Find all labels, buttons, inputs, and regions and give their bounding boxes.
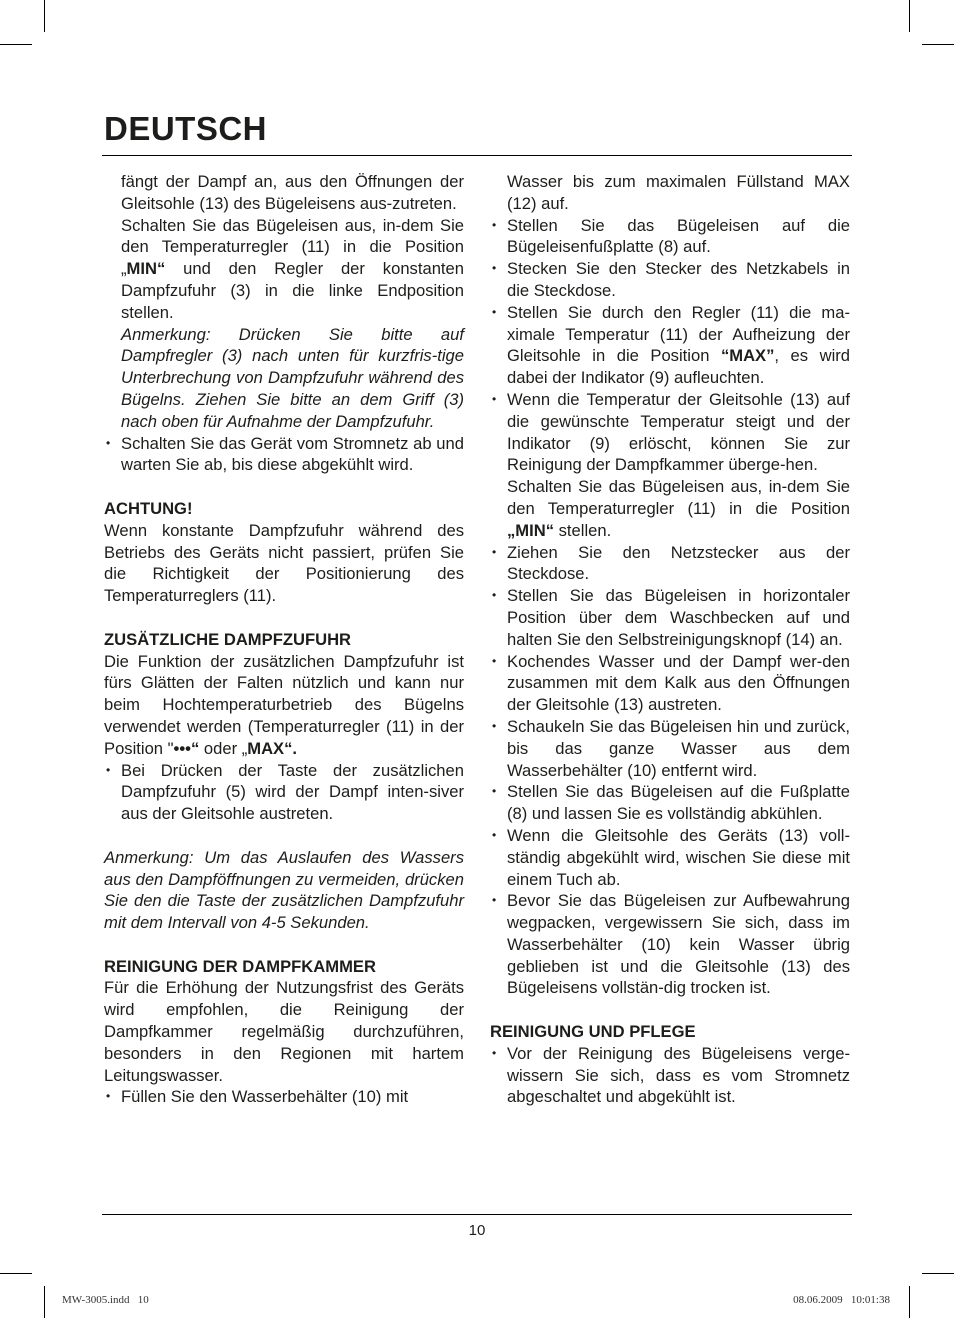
crop-mark: [909, 1286, 910, 1318]
list-item: • Füllen Sie den Wasserbehälter (10) mit: [104, 1086, 464, 1108]
list-item: [490, 389, 850, 542]
text: Wenn die Temperatur der Gleitsohle (13) auf die gewünschte Temperatur steigt und der Indikator (9) erlöscht, können Sie zur Reinigung der Dampfkammer überge-hen.: [507, 389, 850, 475]
section-heading: REINIGUNG UND PFLEGE: [490, 1022, 696, 1042]
left-column: [104, 171, 464, 1108]
paragraph: Wenn konstante Dampfzufuhr während des Betriebs des Geräts nicht passiert, prüfen Sie die Richtigkeit der Positionierung des Temperaturreglers (11).: [104, 520, 464, 606]
section-heading: ZUSÄTZLICHE DAMPFZUFUHR: [104, 629, 352, 649]
crop-mark: [44, 0, 45, 32]
list-item: • Ziehen Sie den Netzstecker aus der Steckdose.: [490, 542, 850, 586]
slug-timestamp: 08.06.2009 10:01:38: [793, 1294, 890, 1306]
list-item: • Vor der Reinigung des Bügeleisens verge-wissern Sie sich, dass es vom Stromnetz abgeschaltet und abgekühlt ist.: [490, 1043, 850, 1108]
text: , es wird dabei der Indikator (9) aufleuchten.: [507, 346, 851, 388]
text: “MAX”: [720, 346, 775, 366]
crop-mark: [909, 0, 910, 32]
list-item: • Kochendes Wasser und der Dampf wer-den zusammen mit dem Kalk aus den Öffnungen der Gleitsohle (13) austreten.: [490, 651, 850, 716]
text: MIN“: [126, 259, 166, 279]
text: Schalten Sie das Bügeleisen aus, in-dem Sie den Temperaturregler (11) in die Position „: [121, 215, 464, 279]
text: Schalten Sie das Bügeleisen aus, in-dem Sie den Temperaturregler (11) in die Position: [507, 477, 850, 518]
slug-filename: MW-3005.indd 10: [62, 1294, 149, 1306]
text: •••“: [173, 738, 200, 758]
crop-mark: [44, 1286, 45, 1318]
list-item: • Stellen Sie das Bügeleisen auf die Bügeleisenfußplatte (8) auf.: [490, 215, 850, 259]
paragraph: fängt der Dampf an, aus den Öffnungen der Gleitsohle (13) des Bügeleisens aus-zutreten.: [121, 172, 464, 213]
crop-mark: [922, 1273, 954, 1274]
paragraph: [104, 215, 464, 324]
text: stellen.: [554, 520, 612, 540]
note-paragraph: Anmerkung: Drücken Sie bitte auf Dampfregler (3) nach unten für kurzfris-tige Unterbrechung von Dampfzufuhr während des Bügelns. Ziehen Sie bitte an dem Griff (3) nach oben für Aufnahme der Dampfzufuhr.: [121, 324, 464, 431]
crop-mark: [0, 44, 32, 45]
footer-rule: [102, 1214, 852, 1215]
list-item: • Bei Drücken der Taste der zusätzlichen Dampfzufuhr (5) wird der Dampf inten-siver aus der Gleitsohle austreten.: [104, 760, 464, 825]
paragraph: Für die Erhöhung der Nutzungsfrist des Geräts wird empfohlen, die Reinigung der Dampfkammer regelmäßig durchzuführen, besonders in den Regionen mit hartem Leitungswasser.: [104, 978, 464, 1085]
text: oder „: [199, 738, 248, 758]
page-number: 10: [468, 1222, 486, 1239]
list-item: • Stellen Sie das Bügeleisen auf die Fußplatte (8) und lassen Sie es vollständig abkühlen.: [490, 781, 850, 825]
right-column: [490, 171, 850, 1108]
bullet-list: [104, 433, 464, 477]
bullet-list: [490, 215, 850, 1000]
paragraph: Wasser bis zum maximalen Füllstand MAX (12) auf.: [507, 172, 850, 213]
section-heading: ACHTUNG!: [104, 498, 193, 518]
text: Stellen Sie durch den Regler (11) die ma-ximale Temperatur (11) der Aufheizung der Gleitsohle in die Position: [507, 302, 850, 366]
crop-mark: [0, 1273, 32, 1274]
header-rule: [102, 155, 852, 156]
list-item: • Wenn die Gleitsohle des Geräts (13) voll-ständig abgekühlt wird, wischen Sie diese mit einem Tuch ab.: [490, 825, 850, 890]
crop-mark: [922, 44, 954, 45]
list-item: • Schalten Sie das Gerät vom Stromnetz ab und warten Sie ab, bis diese abgekühlt wird.: [104, 433, 464, 477]
text: Die Funktion der zusätzlichen Dampfzufuhr ist fürs Glätten der Falten nützlich und kann nur beim Hochtemperaturbetrieb des Bügelns verwendet werden (Temperaturregler (11) in der Position ": [104, 651, 464, 758]
paragraph: [104, 651, 464, 760]
page-title: DEUTSCH: [104, 110, 268, 147]
text: MAX“.: [247, 738, 298, 758]
list-item: • Schaukeln Sie das Bügeleisen hin und zurück, bis das ganze Wasser aus dem Wasserbehälter (10) entfernt wird.: [490, 716, 850, 781]
bullet-list: [104, 1086, 464, 1108]
bullet-list: [104, 760, 464, 825]
note-paragraph: Anmerkung: Um das Auslaufen des Wassers aus den Dampföffnungen zu vermeiden, drücken Sie den die Taste der zusätzlichen Dampfzufuhr mit dem Intervall von 4-5 Sekunden.: [104, 847, 464, 933]
text: und den Regler der konstanten Dampfzufuhr (3) in die linke Endposition stellen.: [121, 259, 464, 322]
list-item: [490, 302, 850, 389]
bullet-list: [490, 1043, 850, 1108]
list-item: • Stecken Sie den Stecker des Netzkabels in die Steckdose.: [490, 258, 850, 302]
list-item: • Bevor Sie das Bügeleisen zur Aufbewahrung wegpacken, vergewissern Sie sich, dass im Wasserbehälter (10) kein Wasser übrig geblieben ist und die Gleitsohle (13) des Bügeleisens vollstän-dig trocken ist.: [490, 890, 850, 999]
list-item: • Stellen Sie das Bügeleisen in horizontaler Position über dem Waschbecken auf und halten Sie den Selbstreinigungsknopf (14) an.: [490, 585, 850, 650]
text: „MIN“: [507, 520, 555, 540]
section-heading: REINIGUNG DER DAMPFKAMMER: [104, 956, 376, 976]
